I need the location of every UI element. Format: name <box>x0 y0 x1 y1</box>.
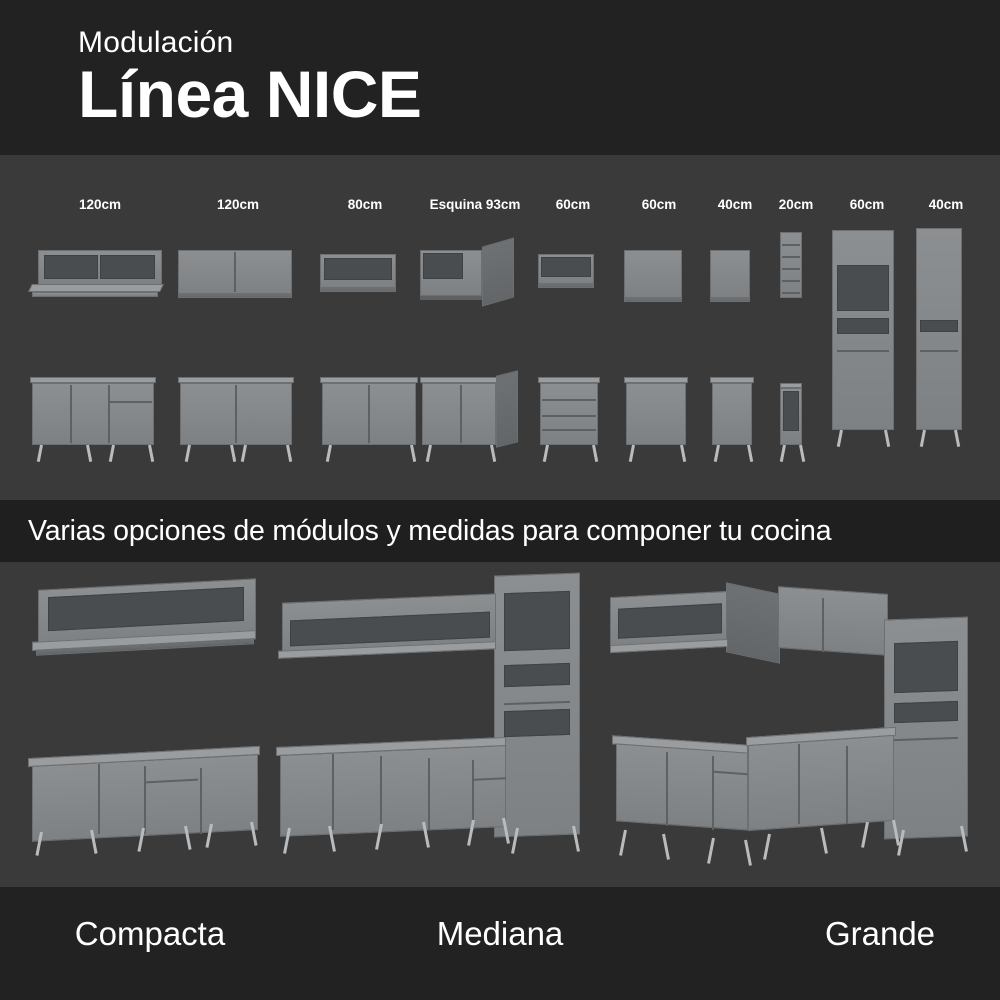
column-niche-mid <box>837 318 889 334</box>
module-120cm-two-door[interactable] <box>178 197 298 320</box>
column-niche <box>920 320 958 332</box>
door-divider <box>428 758 430 830</box>
lower-cabinet-left <box>616 743 748 830</box>
cabinet-body <box>422 383 496 445</box>
caption-text: Varias opciones de módulos y medidas para componer tu cocina <box>28 514 832 547</box>
corner-return <box>496 370 518 447</box>
module-40cm-column[interactable] <box>916 197 976 480</box>
door-divider <box>798 744 800 824</box>
open-niche <box>541 257 591 277</box>
rack-shelf <box>782 292 800 294</box>
leg <box>86 445 92 462</box>
bottom-edge <box>32 292 158 297</box>
header-subtitle: Modulación <box>78 26 234 59</box>
leg <box>680 445 686 462</box>
bottom-edge <box>710 298 750 302</box>
column-niche-mid <box>504 663 570 687</box>
rack-shelf <box>782 244 800 246</box>
drawer-divider <box>542 415 596 417</box>
leg <box>744 840 752 866</box>
leg <box>109 445 115 462</box>
module-label: 20cm <box>778 197 814 212</box>
module-120cm-glass[interactable] <box>30 197 170 320</box>
leg <box>426 445 432 462</box>
module-label: 120cm <box>78 197 122 212</box>
open-niche <box>324 258 392 280</box>
drawer-divider <box>542 399 596 401</box>
module-60cm-door[interactable] <box>624 197 694 320</box>
leg <box>148 445 154 462</box>
column-divider <box>920 350 958 352</box>
base-ledge <box>28 284 164 292</box>
column-niche-upper <box>837 265 889 311</box>
module-20cm-rack[interactable] <box>776 197 816 320</box>
lower-module-120cm[interactable] <box>30 377 170 477</box>
module-label: 60cm <box>849 197 885 212</box>
lower-module-60cm[interactable] <box>624 377 704 477</box>
module-label: 60cm <box>641 197 677 212</box>
door-divider <box>846 746 848 824</box>
header <box>0 0 1000 155</box>
leg <box>714 445 720 462</box>
leg <box>326 445 332 462</box>
leg <box>37 445 43 462</box>
module-60cm-open[interactable] <box>538 197 608 320</box>
door-divider <box>822 598 824 652</box>
column-niche-upper <box>894 641 958 693</box>
cabinet-body <box>624 250 682 298</box>
bottom-edge <box>320 288 396 292</box>
leg <box>820 828 828 854</box>
leg <box>410 445 416 462</box>
module-label: 60cm <box>555 197 591 212</box>
leg <box>286 445 292 462</box>
column-niche-mid <box>894 701 958 723</box>
lower-cabinet-right <box>748 735 894 831</box>
leg <box>619 830 627 856</box>
drawer-divider <box>542 429 596 431</box>
leg <box>763 834 771 860</box>
leg <box>837 430 843 447</box>
cabinet-body <box>540 383 598 445</box>
leg <box>920 430 926 447</box>
leg <box>861 822 869 848</box>
leg <box>707 838 715 864</box>
module-label: 40cm <box>717 197 753 212</box>
leg <box>629 445 635 462</box>
door-divider <box>200 768 202 834</box>
module-80cm-open[interactable] <box>320 197 410 320</box>
leg <box>662 834 670 860</box>
door-divider <box>712 756 714 830</box>
drawer-divider <box>110 401 152 403</box>
leg <box>954 430 960 447</box>
module-label: 120cm <box>216 197 260 212</box>
kitchen-compacta[interactable] <box>24 584 274 874</box>
lower-module-drawers[interactable] <box>538 377 618 477</box>
lower-module-40cm[interactable] <box>710 377 770 477</box>
caption-strip <box>0 500 1000 562</box>
door-divider <box>235 385 237 443</box>
door-divider <box>460 385 462 443</box>
footer-label-grande: Grande <box>824 915 936 952</box>
leg <box>884 430 890 447</box>
module-corner-93cm[interactable] <box>420 197 530 330</box>
lower-module-80cm[interactable] <box>320 377 430 477</box>
leg <box>241 445 247 462</box>
modules-section <box>0 155 1000 500</box>
door-divider <box>144 766 146 834</box>
rack-shelf <box>782 268 800 270</box>
lower-module-corner[interactable] <box>420 377 530 477</box>
leg <box>543 445 549 462</box>
leg <box>230 445 236 462</box>
cabinet-body <box>712 383 752 445</box>
door-divider <box>380 756 382 830</box>
leg <box>185 445 191 462</box>
door-divider <box>368 385 370 443</box>
kitchens-section <box>0 562 1000 887</box>
upper-cabinet-right <box>778 586 888 656</box>
leg <box>592 445 598 462</box>
cabinet-body <box>626 383 686 445</box>
kitchen-mediana[interactable] <box>276 574 596 874</box>
lower-module-20cm[interactable] <box>776 377 816 477</box>
page-title: Línea NICE <box>78 57 422 131</box>
bottom-edge <box>420 296 482 300</box>
upper-corner <box>726 582 780 663</box>
corner-niche <box>423 253 463 279</box>
door-divider <box>98 764 100 834</box>
glass-door-right <box>100 255 155 279</box>
column-niche-upper <box>504 591 570 651</box>
module-label: Esquina 93cm <box>429 197 521 212</box>
leg <box>780 445 786 462</box>
footer-label-compacta: Compacta <box>74 915 226 952</box>
bottom-edge <box>178 294 292 298</box>
column-niche-low <box>504 709 570 737</box>
door-divider <box>332 754 334 830</box>
leg <box>747 445 753 462</box>
upper-open-niche-left <box>618 603 722 638</box>
door-divider <box>234 252 236 292</box>
bottom-edge <box>624 298 682 302</box>
door-divider <box>70 385 72 443</box>
footer <box>0 887 1000 1000</box>
column-divider <box>837 350 889 352</box>
cabinet-body <box>32 383 154 445</box>
rack-shelf <box>782 280 800 282</box>
open-niche <box>783 391 799 431</box>
kitchen-grande[interactable] <box>608 572 978 872</box>
door-divider <box>108 385 110 443</box>
bottom-edge <box>538 284 594 288</box>
glass-door-left <box>44 255 98 279</box>
module-60cm-column[interactable] <box>832 197 902 480</box>
leg <box>799 445 805 462</box>
cabinet-body <box>710 250 750 298</box>
corner-body-right <box>482 237 514 306</box>
door-divider <box>666 752 668 826</box>
footer-label-mediana: Mediana <box>436 915 564 952</box>
lower-module-120cm-two-door[interactable] <box>178 377 308 477</box>
module-label: 40cm <box>928 197 964 212</box>
rack-shelf <box>782 256 800 258</box>
module-label: 80cm <box>347 197 383 212</box>
rack-body <box>780 232 802 298</box>
module-40cm-door[interactable] <box>710 197 760 320</box>
